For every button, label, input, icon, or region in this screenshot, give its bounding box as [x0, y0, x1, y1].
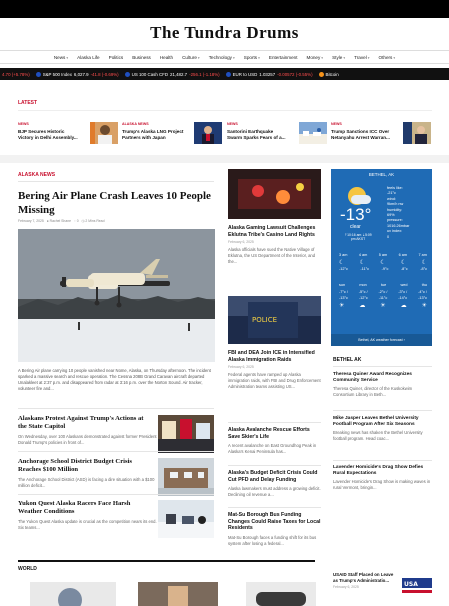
ticker-label: US 100 Cash CFD	[131, 71, 169, 77]
sun-icon: ☀	[339, 303, 345, 309]
hourly-label: 6 am	[398, 253, 408, 257]
weather-detail: 0	[387, 234, 390, 239]
article-date: February 6, 2025	[333, 585, 359, 590]
top-bar	[0, 0, 449, 18]
section-rule	[333, 366, 432, 367]
article-image[interactable]	[138, 582, 218, 606]
weather-detail: uv index:	[387, 229, 403, 234]
weather-detail: 1016.26mbar	[387, 223, 410, 228]
bethel-section-label[interactable]: BETHEL AK	[333, 357, 362, 363]
article-title[interactable]: FBI and DEA Join ICE in Intensified Alaska Immigration Raids	[228, 350, 315, 363]
article-item[interactable]	[333, 465, 432, 491]
moon-icon: ☾	[400, 260, 407, 266]
section-divider	[0, 155, 449, 163]
chevron-down-icon: ▾	[321, 55, 324, 60]
ticker-item[interactable]	[319, 72, 339, 77]
daily-label: mon	[359, 283, 367, 287]
comment-icon: ◌	[73, 219, 76, 223]
weather-detail: -21°c	[387, 191, 396, 196]
nav-item-label: Entertainment	[268, 54, 298, 60]
article-image[interactable]	[158, 458, 214, 496]
section-rule	[228, 422, 321, 423]
article-title[interactable]: Mike Jasper Leaves Bethel University Football Program After Six Seasons	[333, 416, 419, 428]
nav-item[interactable]	[209, 55, 235, 60]
weather-details	[387, 186, 409, 240]
latest-item-image[interactable]	[403, 122, 431, 144]
latest-item-category: ALASKA NEWS	[122, 122, 149, 126]
ticker-value: 21,482.7	[170, 71, 188, 77]
ticker-item[interactable]	[125, 72, 220, 77]
article-excerpt: The Anchorage School District (ASD) is facing a dire situation with a $100 million deficit...	[18, 477, 155, 488]
hourly-label: 4 am	[358, 253, 368, 257]
nav-item[interactable]	[379, 55, 396, 60]
nav-item-label: Money	[306, 54, 321, 60]
ticker-item[interactable]	[2, 72, 30, 77]
article-image[interactable]	[30, 582, 116, 606]
nav-item-label: Sports	[243, 54, 258, 60]
latest-section-label: LATEST	[18, 100, 38, 106]
chevron-down-icon: ▾	[258, 55, 260, 60]
latest-item-category: NEWS	[18, 122, 29, 126]
article-item[interactable]	[18, 500, 214, 531]
market-icon	[319, 72, 324, 77]
daily-labels	[339, 283, 427, 287]
nav-item-label: Technology	[208, 54, 232, 60]
ticker-value: 1.03257	[259, 71, 276, 77]
daily-label: tue	[380, 283, 387, 287]
article-image[interactable]	[402, 572, 432, 596]
nav-item[interactable]	[244, 55, 260, 60]
hourly-temp: -12°c	[339, 267, 348, 271]
latest-item-title[interactable]: BJP Secures Historic Victory in Delhi Assembly...	[18, 129, 78, 140]
daily-low	[339, 296, 427, 300]
latest-item-category: NEWS	[227, 122, 238, 126]
hourly-temps	[339, 267, 427, 271]
article-image[interactable]	[246, 582, 316, 606]
article-image[interactable]	[158, 415, 214, 453]
market-icon	[226, 72, 231, 77]
svg-text:POLICE: POLICE	[252, 316, 278, 324]
hero-comments[interactable]: 0	[76, 219, 79, 223]
article-excerpt: Alaska lawmakers must address a growing deficit. Declining oil revenue a...	[228, 486, 321, 498]
market-icon	[36, 72, 41, 77]
nav-item[interactable]	[332, 55, 345, 60]
article-date: February 6, 2025	[228, 365, 254, 370]
article-excerpt: Breaking news has shaken the Bethel University football program. Head coac...	[333, 430, 423, 442]
author-icon: ●	[46, 219, 49, 223]
article-image[interactable]	[228, 296, 321, 344]
chevron-down-icon: ▾	[367, 55, 370, 60]
article-excerpt: A recent avalanche on East Groundhog Peak in Alaska's Kenai Peninsula has...	[228, 443, 317, 455]
chevron-down-icon: ▾	[66, 55, 69, 60]
hourly-label: 5 am	[378, 253, 388, 257]
article-title[interactable]: Lavender Homicide's Drag Show Defies Rural Expectations	[333, 465, 424, 477]
nav-item[interactable]	[132, 55, 151, 60]
world-section-label[interactable]: WORLD	[18, 566, 37, 572]
nav-item-label: Others	[378, 54, 393, 60]
daily-high-temp: -7°c /	[339, 290, 348, 294]
latest-item[interactable]	[227, 122, 327, 150]
hourly-temp: -8°c	[400, 267, 408, 271]
market-icon	[125, 72, 130, 77]
nav-item-label: Business	[132, 54, 151, 60]
weather-detail: 69%	[387, 213, 395, 218]
ticker-label: 4.70 (+5.78%)	[2, 71, 30, 77]
daily-high-temp: -2°c /	[378, 290, 388, 294]
latest-divider	[18, 110, 432, 111]
nav-item[interactable]	[109, 55, 124, 60]
section-rule	[18, 494, 214, 495]
weather-condition: clear	[350, 224, 361, 230]
article-excerpt: Mat-Su Borough faces a funding shift for its bus system after losing a federal...	[228, 534, 317, 546]
hourly-temp: -11°c	[360, 267, 370, 271]
weather-detail: wind:	[387, 196, 396, 201]
daily-high-temp: -4°c /	[418, 290, 427, 294]
hero-excerpt: A Bering Air plane carrying 10 people vanished near Nome, Alaska, on Thursday afternoon. The incident sparked a massive search and rescue operation. The Cessna 208B Grand Caravan aircraft departed Unalakleet at 2:37 p.m. and disappeared from radar at 3:16 p.m. over the Norton Sound. Air tracker, volunteer fire and...	[18, 368, 211, 391]
nav-item[interactable]	[54, 55, 68, 60]
article-item[interactable]	[228, 427, 321, 455]
nav-item-label: Alaska Life	[77, 54, 100, 60]
article-image[interactable]	[158, 500, 214, 538]
hero-image[interactable]	[18, 229, 215, 362]
chevron-down-icon: ▾	[232, 55, 235, 60]
hourly-label: 3 am	[339, 253, 348, 257]
nav-item[interactable]	[182, 55, 200, 60]
world-section-bar	[18, 560, 315, 562]
article-item[interactable]	[228, 225, 321, 265]
ticker-item[interactable]	[226, 72, 313, 77]
weather-detail: 9km/h nw	[387, 202, 404, 207]
daily-label: sun	[339, 283, 346, 287]
nav-item[interactable]	[77, 55, 99, 60]
daily-low-temp: -11°c	[378, 296, 388, 300]
hourly-temp: -8°c	[420, 267, 427, 271]
daily-low-temp: -14°c	[398, 296, 408, 300]
latest-item-title[interactable]: Santorini Earthquake Swarm Sparks Fears of a...	[227, 129, 286, 140]
daily-low-temp: -12°c	[358, 296, 368, 300]
latest-item[interactable]	[18, 122, 118, 150]
weather-detail: feels like:	[387, 186, 403, 190]
section-rule	[333, 410, 432, 411]
ticker-change: -0.00572 (-0.55%)	[277, 71, 313, 77]
section-rule	[18, 181, 214, 182]
weather-widget[interactable]	[331, 169, 432, 346]
latest-item-image[interactable]	[299, 122, 327, 144]
ticker-value: 6,027.9	[73, 71, 89, 77]
daily-low-temp: -13°c	[418, 296, 427, 300]
sun-icon: ☀	[380, 303, 386, 309]
ticker-label: EUR to USD	[232, 71, 258, 77]
article-title[interactable]: Alaska Gaming Lawsuit Challenges Eklutna Tribe's Casino Land Rights	[228, 225, 316, 238]
cloud-icon	[351, 195, 371, 204]
article-item[interactable]	[228, 512, 321, 547]
section-rule	[228, 507, 321, 508]
article-title[interactable]: Alaskans Protest Against Trump's Actions at the State Capitol	[18, 415, 144, 430]
latest-item[interactable]	[122, 122, 222, 150]
nav-item-label: Politics	[108, 54, 124, 60]
nav-item-label: Travel	[354, 54, 367, 60]
latest-item-title[interactable]: Trump Sanctions ICC Over Netanyahu Arrest Warran...	[331, 129, 390, 140]
nav-item[interactable]	[269, 55, 298, 60]
daily-label: wed	[400, 283, 408, 287]
daily-high	[339, 290, 427, 294]
article-item[interactable]	[18, 415, 214, 446]
article-item[interactable]	[228, 470, 321, 498]
weather-location: BETHEL, AK	[368, 172, 395, 177]
latest-item-image[interactable]	[194, 122, 222, 144]
ticker-change: -41.8 (-0.69%)	[90, 71, 119, 77]
latest-item-title[interactable]: Trump's Alaska LNG Project Partners with Japan	[122, 129, 184, 140]
daily-icons	[339, 302, 427, 309]
ticker-label: Bitcoin	[325, 71, 339, 77]
article-item[interactable]	[333, 372, 432, 398]
article-title[interactable]: Alaska's Budget Deficit Crisis Could Cut PFD and Delay Funding	[228, 470, 318, 483]
ticker-change: -256.1 (-1.18%)	[189, 71, 220, 77]
article-title[interactable]: Theresa Quiner Award Recognizes Community Service	[333, 372, 412, 384]
article-excerpt: Theresa Quiner, director of the Kuskokwim Consortium Library in Beth...	[333, 386, 413, 398]
nav-item-label: Style	[332, 54, 343, 60]
article-excerpt: The Yukon Quest Alaska update is crucial as the competition nears its end. Six teams...	[18, 519, 157, 530]
weather-detail: humidity:	[387, 207, 403, 212]
alaska-news-label[interactable]: ALASKA NEWS	[18, 172, 56, 178]
weather-temperature: -13°	[340, 205, 372, 224]
svg-text:USA: USA	[404, 581, 418, 588]
daily-label: thu	[421, 283, 427, 287]
article-title[interactable]: Alaska Avalanche Rescue Efforts Save Skier's Life	[228, 427, 310, 440]
hero-author[interactable]: Rachel Shane	[49, 219, 71, 223]
article-date: February 6, 2025	[228, 240, 254, 245]
section-rule	[228, 465, 321, 466]
daily-high-temp: -5°c /	[358, 290, 368, 294]
section-rule	[18, 408, 214, 409]
market-ticker	[0, 68, 449, 80]
site-logo[interactable]: The Tundra Drums	[150, 23, 299, 42]
hero-date: February 7, 2025	[18, 219, 44, 223]
article-item[interactable]	[228, 350, 321, 390]
daily-high-temp: -3°c /	[398, 290, 408, 294]
hero-read-time: 2 Mins Read	[85, 219, 105, 223]
article-item[interactable]	[333, 416, 432, 442]
article-item[interactable]	[18, 458, 214, 489]
hero-byline	[18, 219, 104, 223]
section-rule	[333, 460, 432, 461]
clock-icon: ◷	[81, 219, 85, 223]
moon-icon: ☾	[421, 260, 427, 266]
main-nav	[0, 50, 449, 64]
article-image[interactable]	[228, 169, 321, 219]
article-title[interactable]: Mat-Su Borough Bus Funding Changes Could Raise Taxes for Local Residents	[228, 512, 321, 532]
latest-item[interactable]	[331, 122, 431, 150]
moon-icon: ☾	[380, 260, 386, 266]
article-title[interactable]: Yukon Quest Alaska Racers Face Harsh Weather Conditions	[18, 500, 131, 515]
moon-icon: ☾	[359, 260, 366, 266]
chevron-down-icon: ▾	[393, 55, 396, 60]
article-item[interactable]	[333, 572, 399, 591]
chevron-down-icon: ▾	[197, 55, 200, 60]
hourly-labels	[339, 253, 427, 257]
cloud-icon: ☁	[359, 303, 366, 309]
article-excerpt: Alaska officials have sued the Native Village of Eklutna, the US Department of the Interior, and the...	[228, 247, 316, 265]
hero-article-title[interactable]: Bering Air Plane Crash Leaves 10 People Missing	[18, 190, 211, 216]
article-excerpt: Federal agents have ramped up Alaska immigration raids, with FBI and Drug Enforcement Administration teams assisting US...	[228, 372, 321, 390]
latest-item-category: NEWS	[331, 122, 342, 126]
nav-item-label: Health	[159, 54, 174, 60]
nav-item-label: News	[53, 54, 66, 60]
nav-item[interactable]	[307, 55, 324, 60]
hourly-temp: -9°c	[381, 267, 389, 271]
weather-detail: pressure:	[387, 218, 403, 223]
nav-item[interactable]	[160, 55, 173, 60]
article-title[interactable]: Anchorage School District Budget Crisis Reaches $100 Million	[18, 458, 132, 473]
weather-forecast-link[interactable]: Bethel, AK weather forecast ›	[331, 334, 432, 346]
section-rule	[18, 451, 214, 452]
chevron-down-icon: ▾	[343, 55, 346, 60]
nav-item[interactable]	[354, 55, 369, 60]
sunrise-sunset: ⇡10:16 am ⇣5:09 pm AKST	[344, 233, 372, 242]
article-excerpt: On Wednesday, over 100 Alaskans demonstrated against former President Donald Trump's policies in front of...	[18, 434, 157, 445]
nav-item-label: Culture	[182, 54, 197, 60]
cloud-icon: ☁	[400, 303, 407, 309]
latest-item-image[interactable]	[90, 122, 118, 144]
ticker-item[interactable]	[36, 72, 119, 77]
daily-low-temp: -13°c	[339, 296, 348, 300]
ticker-label: S&P 500 Index	[42, 71, 72, 77]
sun-icon: ☀	[421, 303, 427, 309]
article-title[interactable]: USAID Staff Placed on Leave as Trump's Administratio...	[333, 572, 394, 583]
moon-icon: ☾	[339, 260, 345, 266]
hourly-label: 7 am	[418, 253, 427, 257]
article-excerpt: Lavender Homicide's Drag Show is making waves in rural Vermont, bringin...	[333, 479, 431, 491]
hourly-icons	[339, 259, 427, 266]
